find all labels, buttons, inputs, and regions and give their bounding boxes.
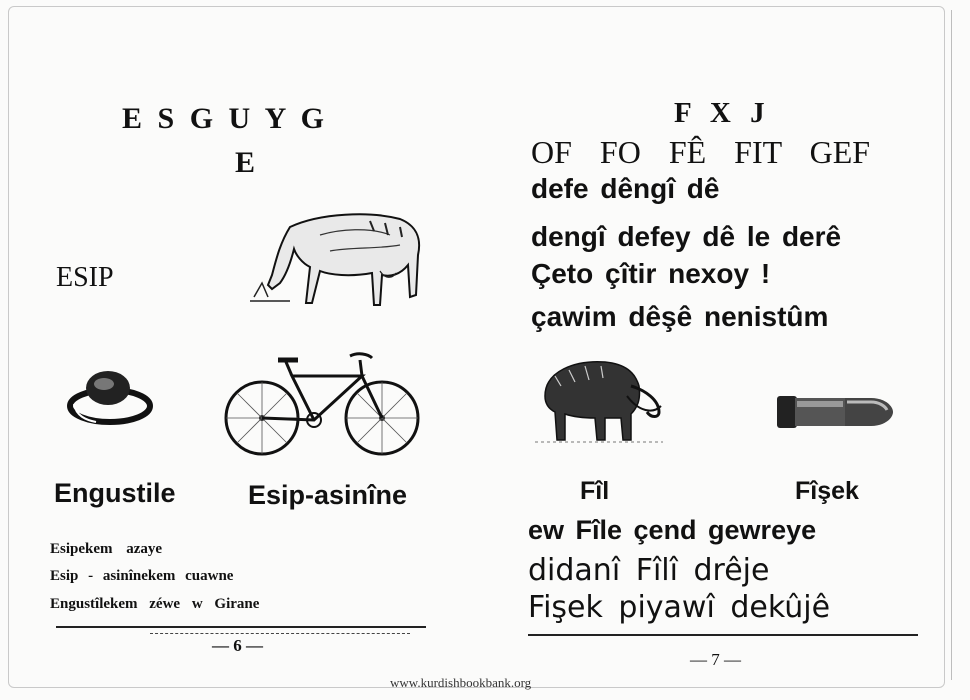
- sentence-line-1: ew Fîle çend gewreye: [528, 515, 817, 545]
- sentence-2: Esip - asinînekem cuawne: [50, 568, 234, 584]
- left-page-number: — 6 —: [212, 636, 263, 655]
- left-dash: [150, 633, 410, 634]
- sentence-line-3: Fişek piyawî dekûjê: [528, 590, 831, 625]
- text-line-4: çawim dêşê nenistûm: [531, 301, 829, 332]
- footer-url[interactable]: www.kurdishbookbank.org: [390, 675, 532, 690]
- right-heading-letters: F X J: [674, 97, 765, 129]
- caption-bullet: Fîşek: [795, 477, 859, 505]
- text-line-1: defe dêngî dê: [531, 173, 720, 204]
- syllables-line: OF FO FÊ FIT GEF: [531, 134, 871, 170]
- elephant-icon: [535, 356, 665, 446]
- text-line-3: Çeto çîtir nexoy !: [531, 258, 771, 289]
- left-heading-letters: E S G U Y G: [122, 102, 328, 135]
- text-line-2: dengî defey dê le derê: [531, 221, 842, 252]
- sentence-line-2: didanî Fîlî drêje: [528, 553, 770, 588]
- word-esip: ESIP: [56, 262, 114, 293]
- sentence-3: Engustîlekem zéwe w Girane: [50, 596, 260, 612]
- left-rule: [56, 626, 426, 628]
- bullet-icon: [775, 392, 895, 432]
- caption-elephant: Fîl: [580, 477, 610, 505]
- right-rule: [528, 634, 918, 636]
- caption-bicycle: Esip-asinîne: [248, 480, 408, 510]
- right-page-number: — 7 —: [690, 650, 741, 669]
- ring-icon: [66, 366, 156, 426]
- caption-ring: Engustile: [54, 478, 176, 508]
- page-edge-right: [951, 10, 960, 680]
- left-heading-letter-2: E: [235, 146, 256, 179]
- bicycle-icon: [222, 350, 422, 460]
- sentence-1: Esipekem azaye: [50, 541, 163, 557]
- horse-icon: [250, 205, 425, 315]
